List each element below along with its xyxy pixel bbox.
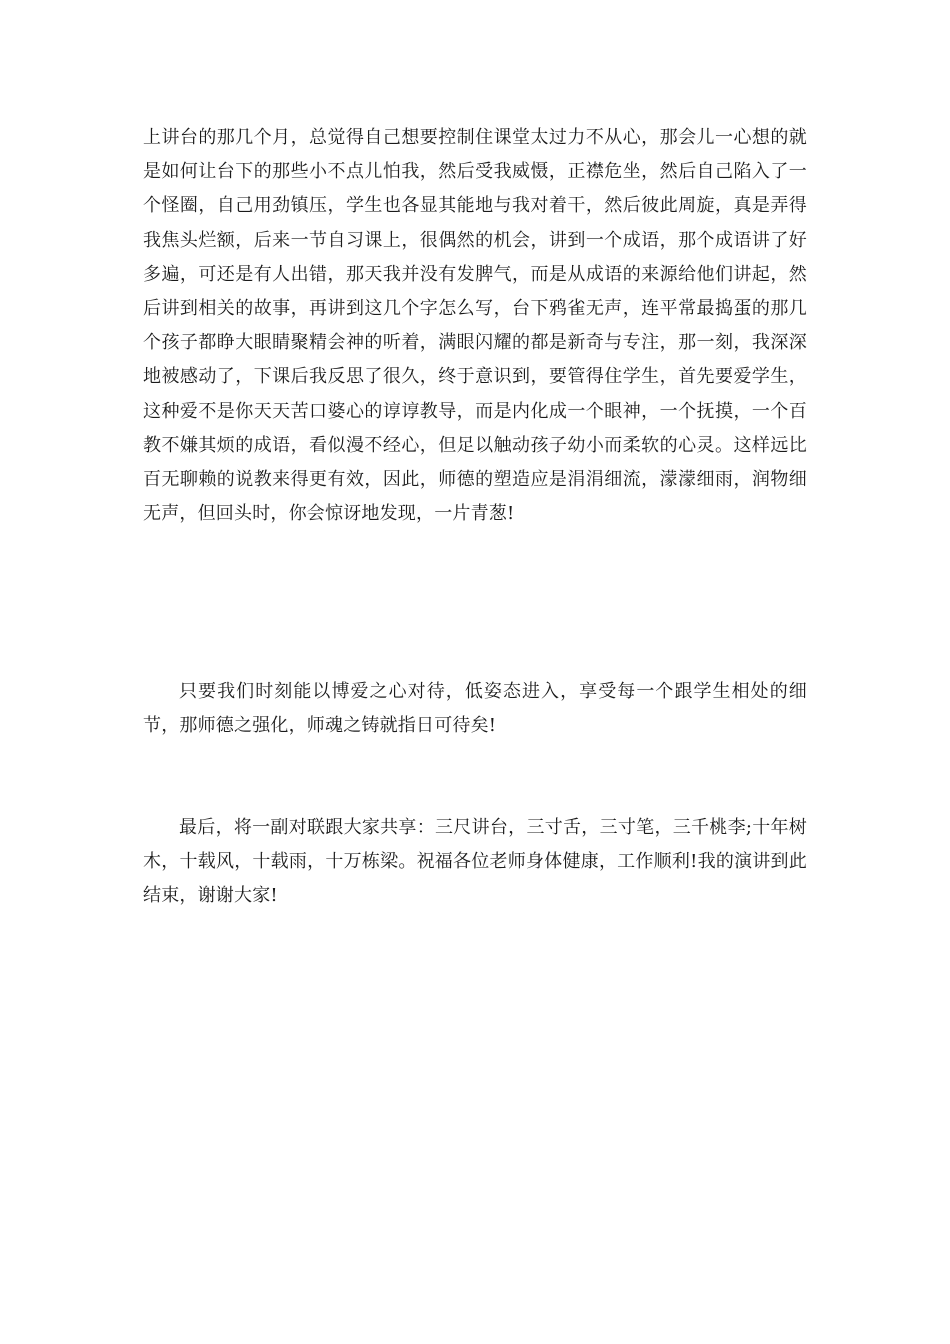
paragraph-closing-couplet: 最后，将一副对联跟大家共享：三尺讲台，三寸舌，三寸笔，三千桃李;十年树木，十载风，十载雨，十万栋梁。祝福各位老师身体健康，工作顺利!我的演讲到此结束，谢谢大家! bbox=[143, 817, 807, 907]
paragraph-reflection: 上讲台的那几个月，总觉得自己想要控制住课堂太过力不从心，那会儿一心想的就是如何让台下的那些小不点儿怕我，然后受我威慑，正襟危坐，然后自己陷入了一个怪圈，自己用劲镇压，学生也各显其能地与我对着干，然后彼此周旋，真是弄得我焦头烂额，后来一节自习课上，很偶然的机会，讲到一个成语，那个成语讲了好多遍，可还是有人出错，那天我并没有发脾气，而是从成语的来源给他们讲起，然后讲到相关的故事，再讲到这几个字怎么写，台下鸦雀无声，连平常最捣蛋的那几个孩子都睁大眼睛聚精会神的听着，满眼闪耀的都是新奇与专注，那一刻，我深深地被感动了，下课后我反思了很久，终于意识到，要管得住学生，首先要爱学生，这种爱不是你天天苦口婆心的谆谆教导，而是内化成一个眼神，一个抚摸，一个百教不嫌其烦的成语，看似漫不经心，但足以触动孩子幼小而柔软的心灵。这样远比百无聊赖的说教来得更有效，因此，师德的塑造应是涓涓细流，濛濛细雨，润物细无声，但回头时，你会惊讶地发现，一片青葱! bbox=[143, 127, 807, 525]
paragraph-conclusion: 只要我们时刻能以博爱之心对待，低姿态进入，享受每一个跟学生相处的细节，那师德之强化，师魂之铸就指日可待矣! bbox=[143, 681, 807, 737]
